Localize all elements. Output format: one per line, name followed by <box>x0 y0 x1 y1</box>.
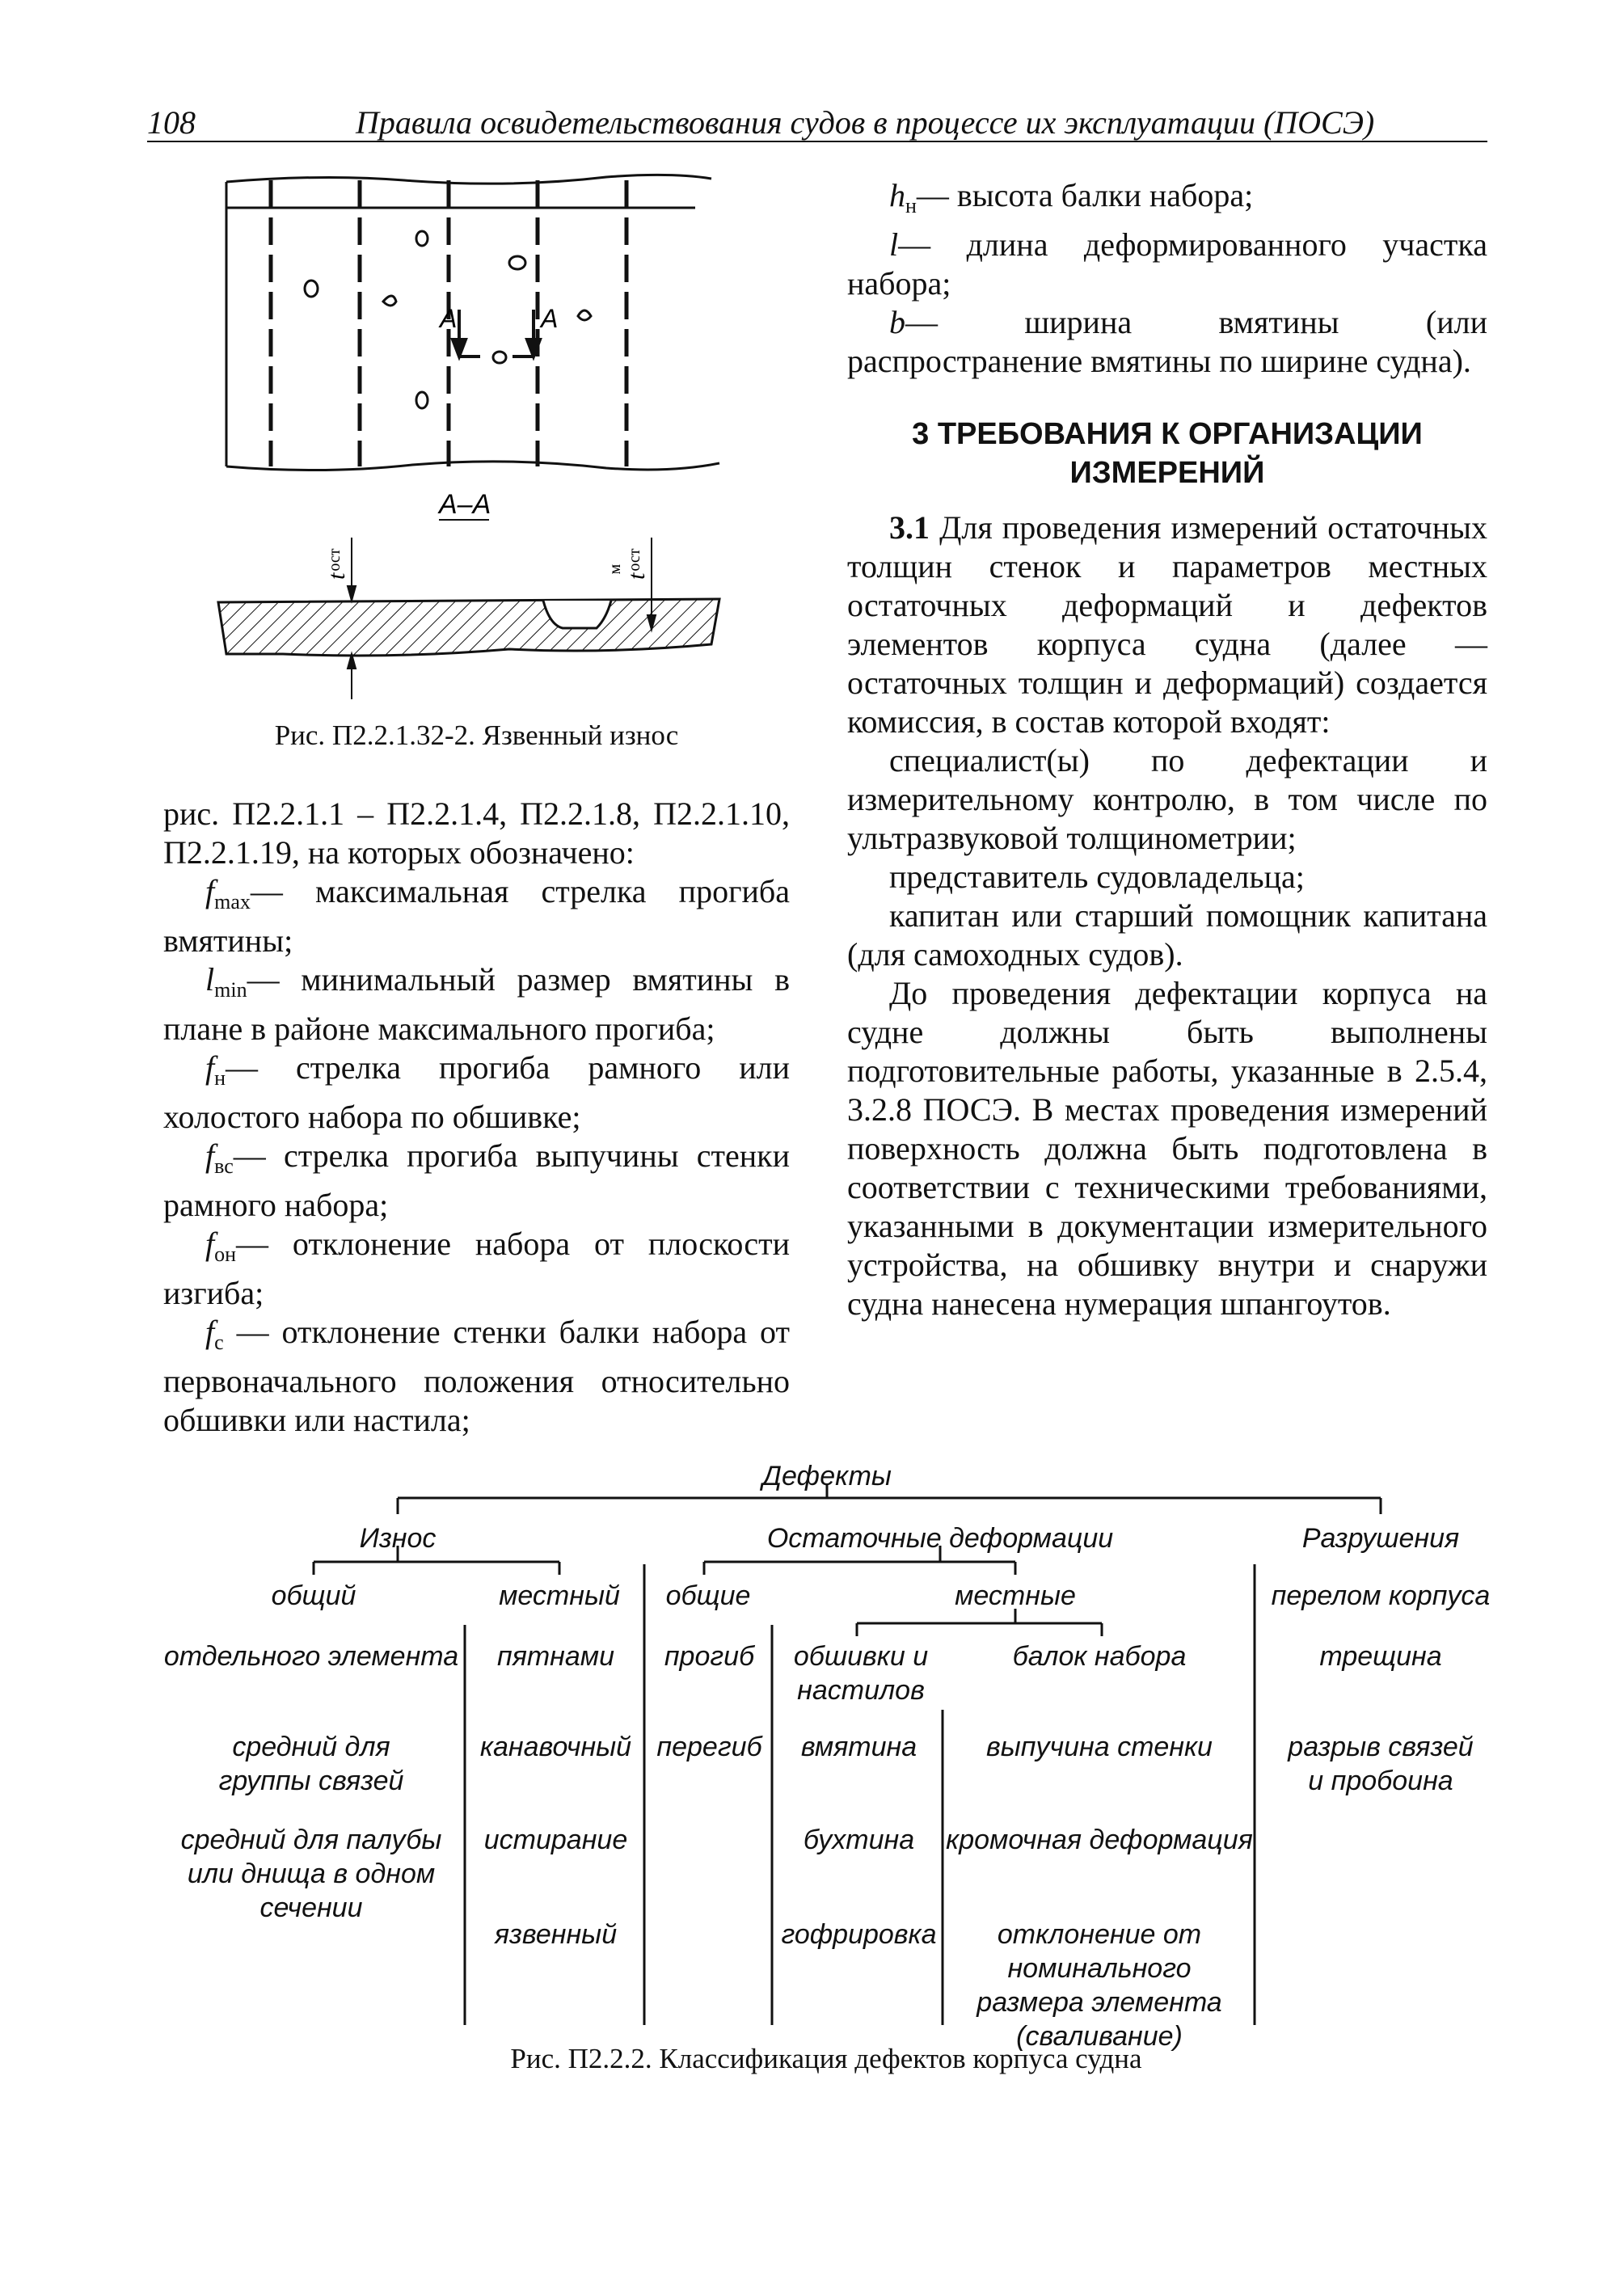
tree-item: истирание <box>483 1825 628 1855</box>
tree-perelom: перелом корпуса <box>1271 1580 1491 1611</box>
tree-item: разрыв связей и пробоина <box>1288 1732 1474 1796</box>
tree-item: средний для палубы или днища в одном сечении <box>180 1825 442 1923</box>
tree-root: Дефекты <box>762 1461 892 1491</box>
tree-item: язвенный <box>494 1919 618 1950</box>
tree-mestnye: местные <box>955 1580 1076 1611</box>
cut-label-right: А <box>541 304 559 333</box>
symbol-item: $f_{он}—$ отклонение набора от плоскости изгиба; <box>163 1226 790 1311</box>
tree-item: средний для группы связей <box>218 1732 404 1796</box>
tree-item: бухтина <box>803 1825 915 1855</box>
cut-label-left: А <box>440 304 458 333</box>
tree-item: отдельного элемента <box>163 1641 459 1672</box>
symbol-item: $f_{max}—$ максимальная стрелка прогиба вмятины; <box>163 873 790 959</box>
figure1-caption: Рис. П2.2.1.32-2. Язвенный износ <box>274 719 679 751</box>
running-title: Правила освидетельствования судов в процессе их эксплуатации (ПОСЭ) <box>356 104 1375 141</box>
symbol-item: b— ширина вмятины (или распространение вмятины по ширине судна). <box>847 304 1487 379</box>
tree-balok: балок набора <box>1012 1641 1187 1672</box>
section-heading: 3 ТРЕБОВАНИЯ К ОРГАНИЗАЦИИ ИЗМЕРЕНИЙ <box>912 417 1423 490</box>
tree-item: вмятина <box>800 1732 917 1762</box>
t-ost-label: $t^{ост}$ <box>323 548 350 580</box>
symbol-item: $h_н—$ высота балки набора; <box>889 177 1254 217</box>
symbol-item: $f_{вс}—$ стрелка прогиба выпучины стенки рамного набора; <box>163 1137 790 1223</box>
tree-item: прогиб <box>664 1641 755 1672</box>
tree-obshivki: обшивки и настилов <box>793 1641 929 1706</box>
paragraph: капитан или старший помощник капитана (для самоходных судов). <box>847 897 1487 973</box>
tree-item: канавочный <box>479 1732 632 1762</box>
tree-iznos: Износ <box>359 1523 437 1554</box>
tree-razr: Разрушения <box>1301 1523 1460 1554</box>
tree-item: кромочная деформация <box>946 1825 1253 1855</box>
symbol-item: $f_с$ — отклонение стенки балки набора от первоначального положения относительно обшивки или настила; <box>163 1314 790 1438</box>
symbol-item: l— длина деформированного участка набора; <box>847 226 1487 302</box>
tree-ost: Остаточные деформации <box>766 1523 1114 1554</box>
tree-mestnyy: местный <box>499 1580 620 1611</box>
symbol-item: $l_{min}—$ минимальный размер вмятины в плане в районе максимального прогиба; <box>163 961 790 1047</box>
t-ost-m-label: $t^{ост}м$ <box>606 548 650 580</box>
paragraph: До проведения дефектации корпуса на судне должны быть выполнены подготовительные работы, указанные в 2.5.4, 3.2.8 ПОСЭ. В местах проведения измерений поверхность должна быть подготовлена в соответствии с техническими требованиями, указанными в документации измерительного устройства, на обшивку внутри и снаружи судна нанесена нумерация шпангоутов. <box>847 975 1487 1322</box>
tree-item: отклонение от номинального размера элемента (сваливание) <box>977 1919 1222 2052</box>
paragraph: представитель судовладельца; <box>889 859 1305 895</box>
tree-item: пятнами <box>496 1641 615 1672</box>
paragraph-3-1: 3.1 Для проведения измерений остаточных толщин стенок и параметров местных остаточных деформаций и дефектов элементов корпуса судна (далее — остаточных толщин и деформаций) создается комиссия, в состав которой входят: <box>847 509 1487 740</box>
tree-item: перегиб <box>656 1732 762 1762</box>
symbol-item: $f_н—$ стрелка прогиба рамного или холостого набора по обшивке; <box>163 1049 790 1135</box>
tree-item: трещина <box>1319 1641 1442 1672</box>
page-number: 108 <box>147 104 196 141</box>
section-label: А–А <box>439 489 491 520</box>
tree-obshiy: общий <box>271 1580 356 1611</box>
tree-item: гофрировка <box>781 1919 937 1950</box>
tree-obshie: общие <box>665 1580 751 1611</box>
tree-item: выпучина стенки <box>986 1732 1213 1762</box>
intro-paragraph: рис. П2.2.1.1 – П2.2.1.4, П2.2.1.8, П2.2.1.10, П2.2.1.19, на которых обозначено: <box>163 795 790 871</box>
paragraph: специалист(ы) по дефектации и измерительному контролю, в том числе по ультразвуковой толщинометрии; <box>847 742 1487 856</box>
figure2-caption: Рис. П2.2.2. Классификация дефектов корпуса судна <box>510 2043 1142 2074</box>
